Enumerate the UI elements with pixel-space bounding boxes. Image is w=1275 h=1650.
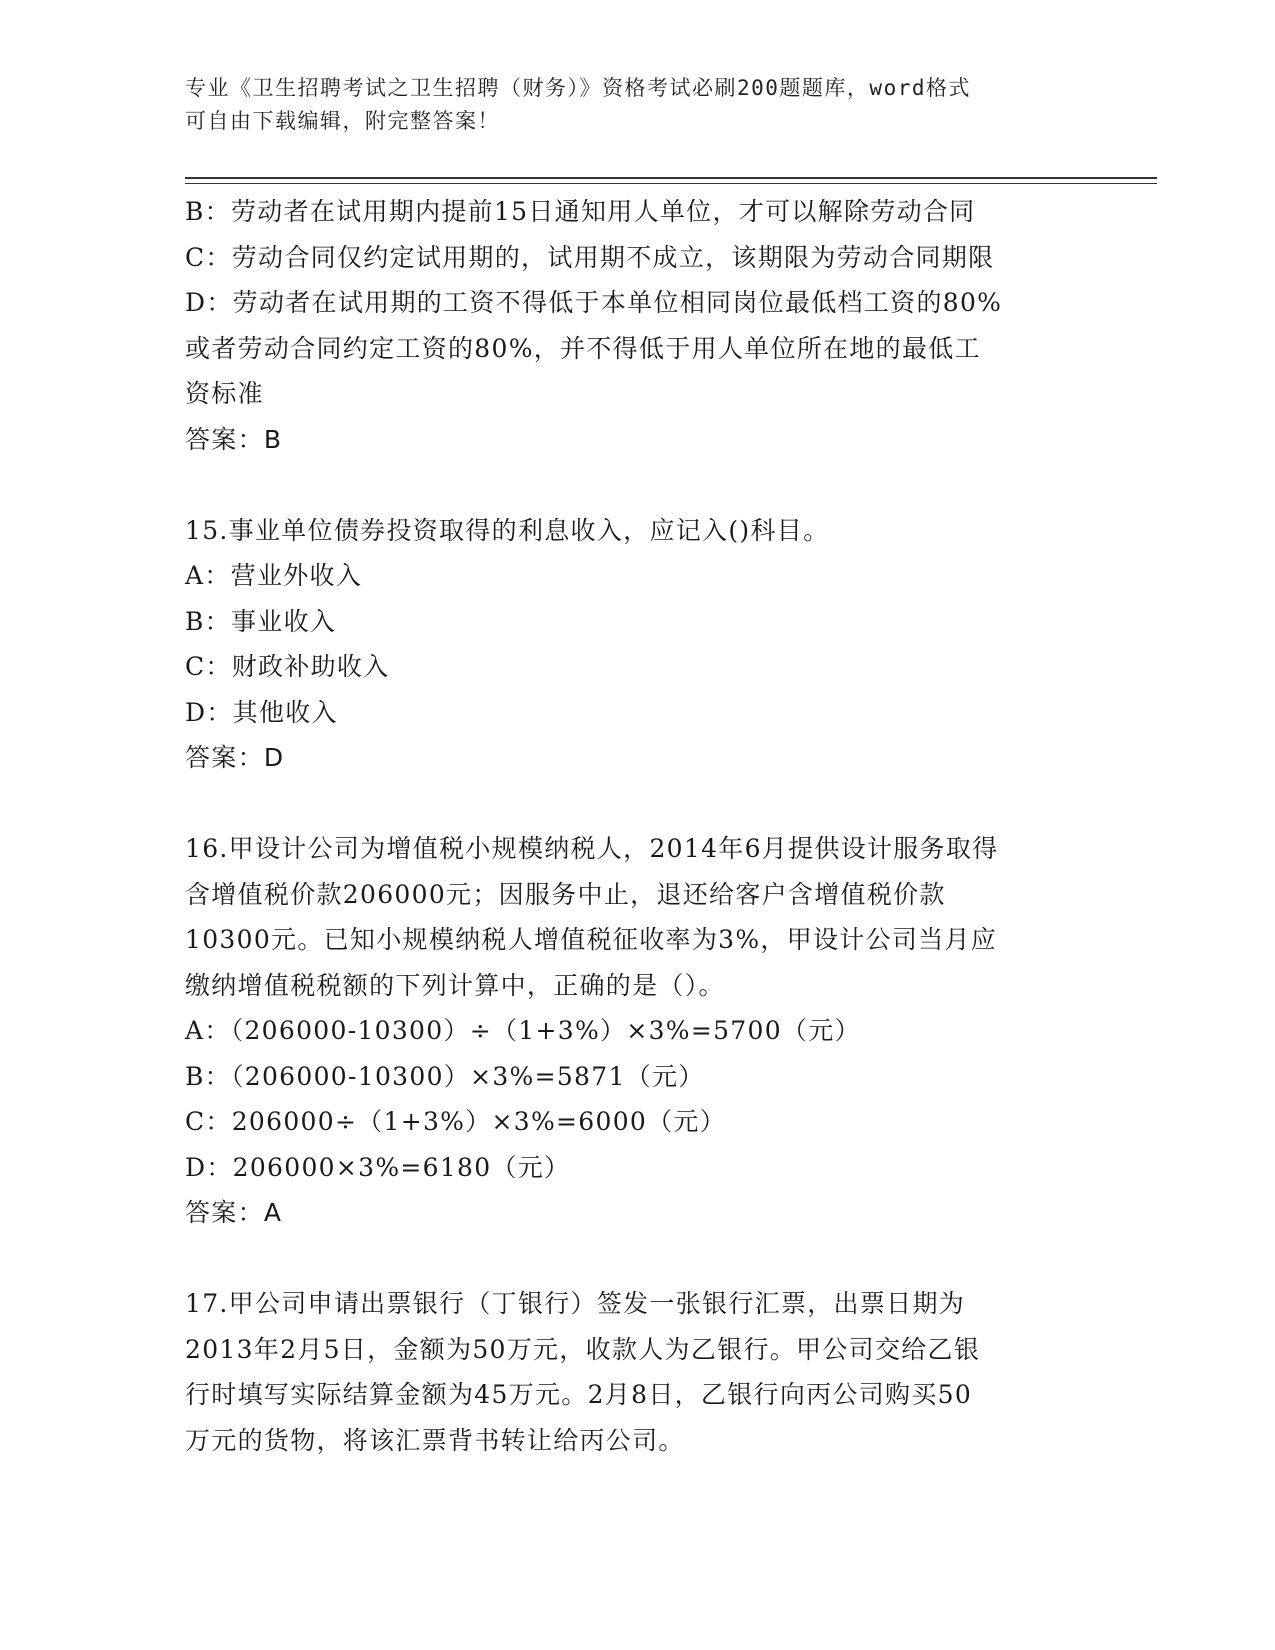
option-c: C：劳动合同仅约定试用期的，试用期不成立，该期限为劳动合同期限: [185, 242, 995, 272]
spacer: [185, 1236, 1085, 1282]
question-stem: 16.甲设计公司为增值税小规模纳税人，2014年6月提供设计服务取得: [185, 834, 999, 863]
option-a: A：营业外收入: [185, 561, 363, 590]
answer: 答案：B: [185, 424, 283, 454]
question-stem: 17.甲公司申请出票银行（丁银行）签发一张银行汇票，出票日期为: [185, 1289, 966, 1318]
option-b: B：（206000-10300）×3%=5871（元）: [185, 1061, 705, 1091]
option-c: C：206000÷（1+3%）×3%=6000（元）: [185, 1107, 727, 1136]
answer: 答案：A: [185, 1198, 283, 1227]
option-d-cont: 资标准: [185, 379, 264, 408]
question-17: [185, 1281, 1085, 1463]
question-stem-cont: 行时填写实际结算金额为45万元。2月8日，乙银行向丙公司购买50: [185, 1380, 973, 1409]
question-15: [185, 508, 1085, 781]
question-stem-cont: 含增值税价款206000元；因服务中止，退还给客户含增值税价款: [185, 879, 946, 909]
document-header: [185, 72, 1065, 138]
spacer: [185, 781, 1085, 827]
question-14-continued: [185, 189, 1085, 462]
header-rule-thin: [185, 183, 1157, 184]
question-stem-cont: 2013年2月5日，金额为50万元，收款人为乙银行。甲公司交给乙银: [185, 1334, 981, 1364]
option-d: D：劳动者在试用期的工资不得低于本单位相同岗位最低档工资的80%: [185, 288, 1003, 317]
header-rule-thick: [185, 177, 1157, 179]
option-b: B：劳动者在试用期内提前15日通知用人单位，才可以解除劳动合同: [185, 197, 976, 226]
option-b: B：事业收入: [185, 606, 337, 636]
option-d: D：206000×3%=6180（元）: [185, 1152, 571, 1182]
question-stem-cont: 10300元。已知小规模纳税人增值税征收率为3%，甲设计公司当月应: [185, 925, 998, 954]
answer: 答案：D: [185, 743, 285, 772]
spacer: [185, 462, 1085, 508]
question-stem-cont: 万元的货物，将该汇票背书转让给丙公司。: [185, 1425, 685, 1455]
question-stem-cont: 缴纳增值税税额的下列计算中，正确的是（）。: [185, 970, 725, 1000]
option-d-cont: 或者劳动合同约定工资的80%，并不得低于用人单位所在地的最低工: [185, 333, 981, 363]
option-c: C：财政补助收入: [185, 652, 390, 681]
question-16: [185, 826, 1085, 1236]
document-body: [185, 189, 1085, 1463]
option-d: D：其他收入: [185, 697, 338, 727]
option-a: A：（206000-10300）÷（1+3%）×3%=5700（元）: [185, 1016, 861, 1045]
header-line-1: 专业《卫生招聘考试之卫生招聘（财务）》资格考试必刷200题题库，word格式: [185, 76, 971, 100]
question-stem: 15.事业单位债券投资取得的利息收入，应记入()科目。: [185, 515, 830, 545]
header-line-2: 可自由下载编辑，附完整答案！: [185, 109, 500, 133]
